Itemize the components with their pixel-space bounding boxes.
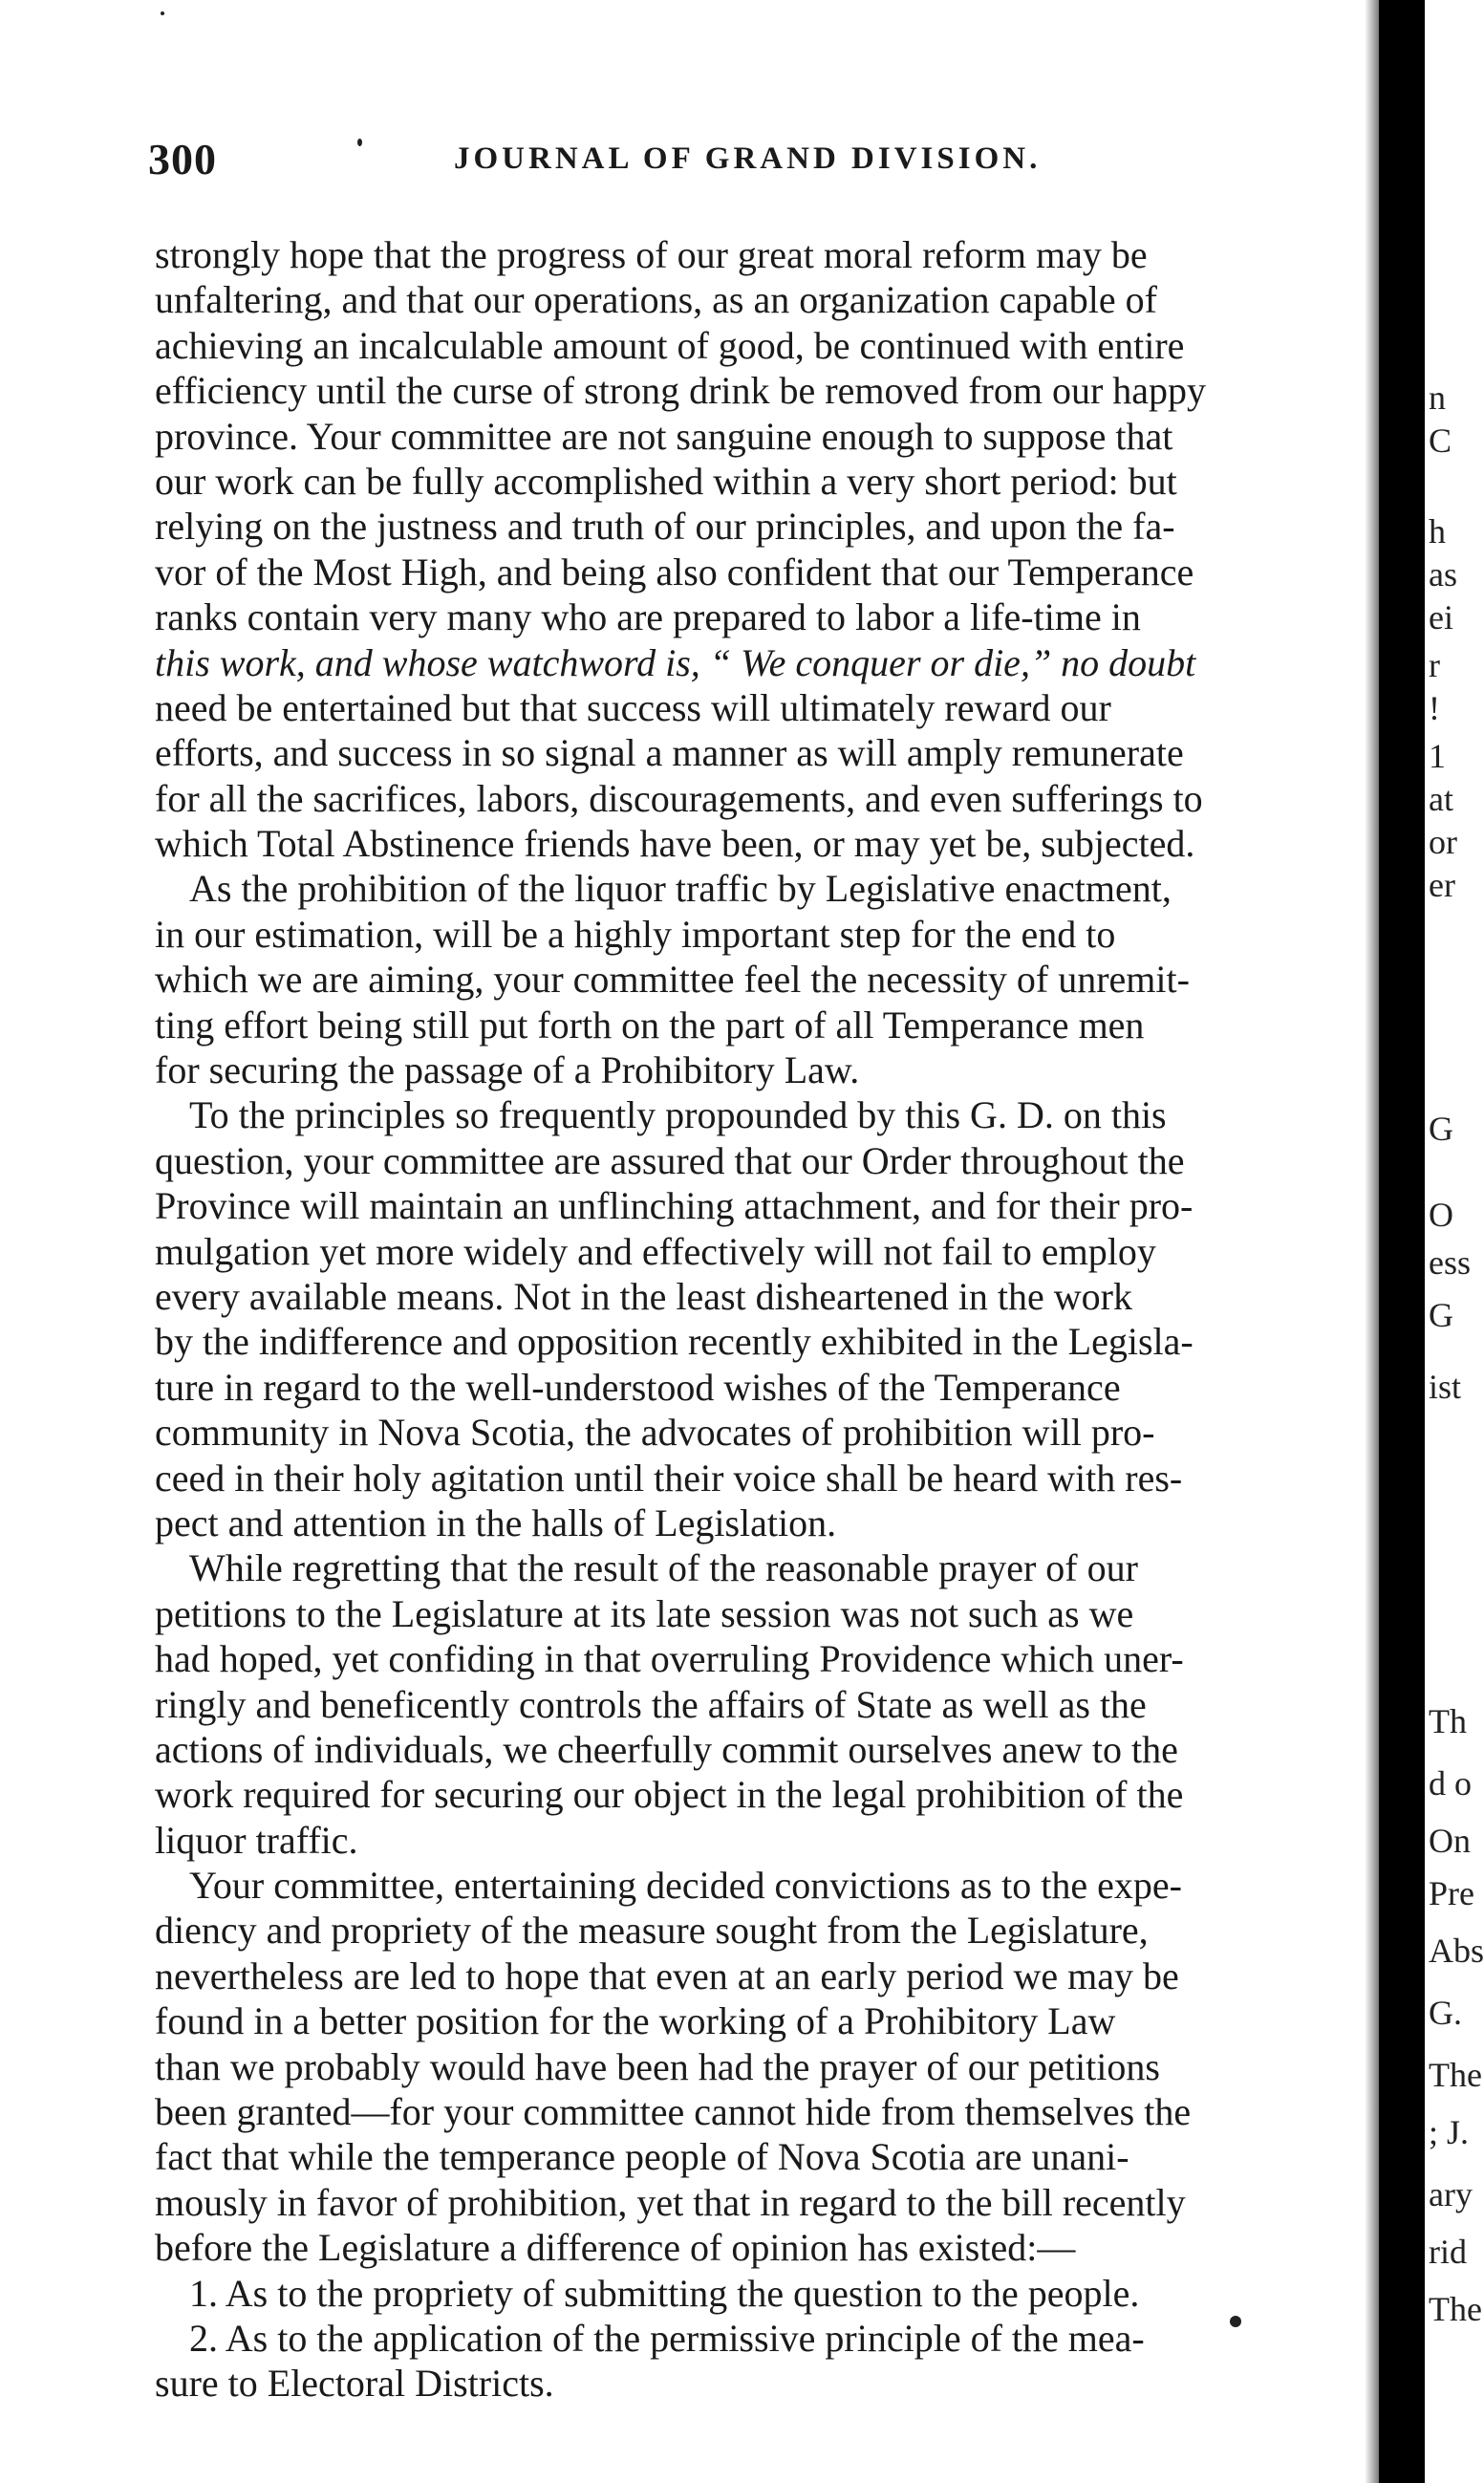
text-line: question, your committee are assured that our Order throughout the	[155, 1138, 1185, 1182]
text-line: every available means. Not in the least disheartened in the work	[155, 1274, 1132, 1318]
text-line: by the indifference and opposition recently exhibited in the Legisla-	[155, 1320, 1194, 1364]
body-text	[155, 232, 1397, 2407]
margin-fragment: The	[1429, 2290, 1482, 2328]
margin-fragment: rid	[1429, 2233, 1467, 2271]
text-line: strongly hope that the progress of our great moral reform may be	[155, 233, 1148, 276]
paragraph-start-line: To the principles so frequently propounded by this G. D. on this	[189, 1093, 1167, 1137]
text-line: fact that while the temperance people of Nova Scotia are unani-	[155, 2135, 1129, 2179]
margin-fragment: Pre	[1429, 1874, 1474, 1912]
margin-fragment: n	[1429, 378, 1446, 417]
margin-fragment: The	[1429, 2056, 1482, 2094]
margin-fragment: as	[1429, 555, 1457, 594]
text-line: achieving an incalculable amount of good, be continued with entire	[155, 323, 1185, 367]
page-header	[148, 134, 1390, 191]
text-line: ting effort being still put forth on the part of all Temperance men	[155, 1003, 1145, 1047]
text-line: ceed in their holy agitation until their voice shall be heard with res-	[155, 1456, 1183, 1500]
margin-fragment: or	[1429, 823, 1457, 861]
text-line: work required for securing our object in the legal prohibition of the	[155, 1773, 1184, 1817]
text-line: diency and propriety of the measure sought from the Legislature,	[155, 1909, 1149, 1953]
text-line: community in Nova Scotia, the advocates of prohibition will pro-	[155, 1411, 1155, 1455]
text-line: mously in favor of prohibition, yet that in regard to the bill recently	[155, 2180, 1186, 2224]
text-line: than we probably would have been had the prayer of our petitions	[155, 2044, 1160, 2088]
text-line: Province will maintain an unflinching attachment, and for their pro-	[155, 1184, 1194, 1228]
text-line: unfaltering, and that our operations, as an organization capable of	[155, 278, 1157, 322]
margin-fragment: Abs	[1429, 1932, 1484, 1970]
ink-speck-header	[357, 139, 362, 146]
text-line-italic: this work, and whose watchword is, “ We conquer or die,” no doubt	[155, 640, 1196, 684]
margin-fragment: ess	[1429, 1243, 1471, 1282]
text-line: liquor traffic.	[155, 1818, 358, 1862]
text-line: been granted—for your committee cannot hide from themselves the	[155, 2090, 1192, 2134]
margin-fragment: r	[1429, 646, 1440, 684]
gutter-shadow	[1365, 0, 1380, 2483]
margin-fragment: G	[1429, 1296, 1453, 1334]
text-line: relying on the justness and truth of our principles, and upon the fa-	[155, 505, 1175, 549]
margin-fragment: ; J.	[1429, 2113, 1470, 2151]
text-line: province. Your committee are not sanguine enough to suppose that	[155, 414, 1173, 458]
running-head: JOURNAL OF GRAND DIVISION.	[454, 141, 1042, 176]
text-line: nevertheless are led to hope that even at an early period we may be	[155, 1954, 1179, 1997]
text-line: efficiency until the curse of strong drink be removed from our happy	[155, 369, 1207, 413]
margin-fragment: G.	[1429, 1994, 1462, 2032]
text-line: need be entertained but that success will ultimately reward our	[155, 685, 1111, 729]
paragraph-start-line: Your committee, entertaining decided convictions as to the expe-	[189, 1864, 1182, 1908]
text-line: which we are aiming, your committee feel the necessity of unremit-	[155, 958, 1190, 1002]
text-line: vor of the Most High, and being also confident that our Temperance	[155, 550, 1194, 594]
margin-fragment: G	[1429, 1110, 1453, 1148]
list-item-line: 1. As to the propriety of submitting the question to the people.	[189, 2271, 1140, 2315]
text-line: pect and attention in the halls of Legislation.	[155, 1501, 837, 1544]
margin-fragment: at	[1429, 780, 1453, 818]
margin-fragment: Th	[1429, 1702, 1467, 1740]
margin-fragment: h	[1429, 512, 1446, 551]
text-line: petitions to the Legislature at its late session was not such as we	[155, 1591, 1134, 1635]
margin-fragment: On	[1429, 1822, 1471, 1860]
margin-fragment: !	[1429, 689, 1440, 727]
text-line: efforts, and success in so signal a manner as will amply remunerate	[155, 731, 1184, 775]
margin-fragment: ist	[1429, 1368, 1462, 1406]
paragraph-start-line: While regretting that the result of the reasonable prayer of our	[189, 1546, 1138, 1590]
text-line: before the Legislature a difference of opinion has existed:—	[155, 2226, 1076, 2270]
margin-fragment: d o	[1429, 1764, 1472, 1803]
adjacent-page-fragments	[1429, 0, 1484, 2483]
text-line: for securing the passage of a Prohibitory Law.	[155, 1048, 860, 1092]
text-line: sure to Electoral Districts.	[155, 2362, 554, 2406]
margin-fragment: ei	[1429, 598, 1453, 637]
text-line: which Total Abstinence friends have been, or may yet be, subjected.	[155, 822, 1195, 866]
text-line: in our estimation, will be a highly important step for the end to	[155, 912, 1116, 956]
text-line: ture in regard to the well-understood wishes of the Temperance	[155, 1365, 1121, 1409]
margin-fragment: O	[1429, 1196, 1453, 1234]
text-line: found in a better position for the working of a Prohibitory Law	[155, 1999, 1116, 2043]
margin-fragment: C	[1429, 421, 1452, 460]
margin-fragment: er	[1429, 866, 1455, 904]
text-line: ringly and beneficently controls the affairs of State as well as the	[155, 1682, 1147, 1726]
paragraph-start-line: As the prohibition of the liquor traffic by Legislative enactment,	[189, 867, 1172, 911]
ink-speck-top	[161, 11, 164, 15]
page-number: 300	[148, 135, 217, 184]
list-item-line: 2. As to the application of the permissive principle of the mea-	[189, 2316, 1145, 2360]
binding-gutter	[1379, 0, 1425, 2483]
margin-fragment: ary	[1429, 2175, 1473, 2213]
text-line: our work can be fully accomplished within a very short period: but	[155, 459, 1177, 503]
text-line: for all the sacrifices, labors, discouragements, and even sufferings to	[155, 776, 1203, 820]
text-line: mulgation yet more widely and effectively will not fail to employ	[155, 1229, 1156, 1273]
text-line: actions of individuals, we cheerfully commit ourselves anew to the	[155, 1727, 1178, 1771]
text-line: ranks contain very many who are prepared to labor a life-time in	[155, 595, 1141, 639]
margin-fragment: 1	[1429, 737, 1446, 775]
text-line: had hoped, yet confiding in that overruling Providence which uner-	[155, 1637, 1184, 1681]
